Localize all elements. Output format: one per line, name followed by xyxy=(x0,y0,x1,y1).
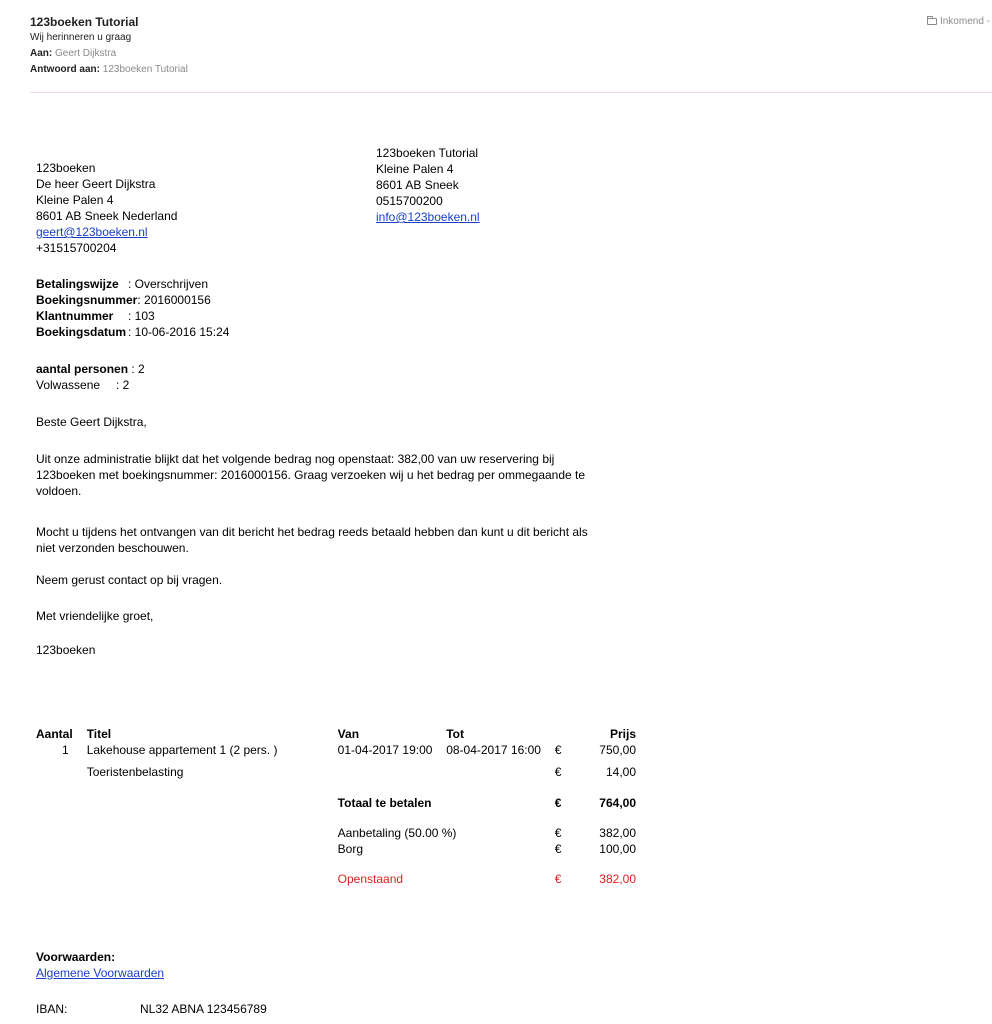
invoice-table xyxy=(36,726,636,887)
col-tot: Tot xyxy=(446,727,464,741)
col-van: Van xyxy=(337,727,360,741)
letter-p1-line1: Uit onze administratie blijkt dat het volgende bedrag nog openstaat: 382,00 van uw reservering bij xyxy=(36,452,555,466)
deposit-label: Aanbetaling (50.00 %) xyxy=(337,826,457,840)
header-divider xyxy=(30,92,992,93)
total-label: Totaal te betalen xyxy=(337,796,432,810)
borg-cur: € xyxy=(554,842,562,856)
letter-p1-line2: 123boeken met boekingsnummer: 2016000156. Graag verzoeken wij u het bedrag per ommegaande te xyxy=(36,468,586,482)
mail-reply-to xyxy=(30,62,992,78)
iban-label: IBAN: xyxy=(36,1002,68,1016)
payment-value: : Overschrijven xyxy=(128,277,209,291)
deposit-cur: € xyxy=(554,826,562,840)
iban-row xyxy=(36,1001,267,1017)
letter-greeting: Beste Geert Dijkstra, xyxy=(36,415,147,429)
folder-label: Inkomend - xyxy=(939,16,990,27)
letter-p1-line3: voldoen. xyxy=(36,484,82,498)
customer-phone: +31515700204 xyxy=(36,241,117,255)
client-number-label: Klantnummer xyxy=(36,309,114,323)
letter-paragraph-3: Neem gerust contact op bij vragen. xyxy=(36,573,223,587)
mail-subtitle: Wij herinneren u graag xyxy=(30,32,132,43)
mailbox-folder[interactable] xyxy=(927,16,990,27)
row2-price: 14,00 xyxy=(605,765,636,779)
borg-row xyxy=(36,841,636,857)
mail-reply-value[interactable]: 123boeken Tutorial xyxy=(102,64,188,75)
payment-label: Betalingswijze xyxy=(36,277,119,291)
total-cur: € xyxy=(554,796,562,810)
folder-icon xyxy=(927,18,937,25)
row1-cur: € xyxy=(554,743,562,757)
sender-name: 123boeken Tutorial xyxy=(376,146,479,160)
iban-value: NL32 ABNA 123456789 xyxy=(140,1002,267,1016)
row2-cur: € xyxy=(554,765,562,779)
row1-van: 01-04-2017 19:00 xyxy=(337,743,433,757)
mail-header xyxy=(30,14,992,78)
borg-label: Borg xyxy=(337,842,364,856)
booking-date-label: Boekingsdatum xyxy=(36,325,127,339)
sender-city: 8601 AB Sneek xyxy=(376,178,459,192)
client-number-value: : 103 xyxy=(128,309,155,323)
booking-number-label: Boekingsnummer xyxy=(36,293,138,307)
customer-name: De heer Geert Dijkstra xyxy=(36,177,156,191)
outstanding-cur: € xyxy=(554,872,562,886)
customer-email-link[interactable]: geert@123boeken.nl xyxy=(36,225,148,239)
row1-tot: 08-04-2017 16:00 xyxy=(446,743,541,757)
mail-to xyxy=(30,46,992,62)
booking-date-value: : 10-06-2016 15:24 xyxy=(128,325,230,339)
booking-number-value: : 2016000156 xyxy=(137,293,211,307)
total-price: 764,00 xyxy=(599,796,636,810)
customer-street: Kleine Palen 4 xyxy=(36,193,114,207)
sender-email-link[interactable]: info@123boeken.nl xyxy=(376,210,480,224)
customer-company: 123boeken xyxy=(36,161,96,175)
letter-p2-line1: Mocht u tijdens het ontvangen van dit bericht het bedrag reeds betaald hebben dan kunt u dit bericht als xyxy=(36,525,588,539)
col-aantal: Aantal xyxy=(36,727,73,741)
sender-address xyxy=(376,145,480,225)
letter-closing: Met vriendelijke groet, xyxy=(36,609,154,623)
row1-title: Lakehouse appartement 1 (2 pers. ) xyxy=(86,743,278,757)
persons-total-label: aantal personen xyxy=(36,362,129,376)
col-titel: Titel xyxy=(86,727,112,741)
sender-phone: 0515700200 xyxy=(376,194,443,208)
persons-total-value: : 2 xyxy=(131,362,145,376)
mail-subject: 123boeken Tutorial xyxy=(30,15,139,29)
letter-paragraph-1 xyxy=(36,451,585,499)
booking-info xyxy=(36,276,229,340)
borg-price: 100,00 xyxy=(599,842,636,856)
col-prijs: Prijs xyxy=(609,727,636,741)
outstanding-price: 382,00 xyxy=(599,872,636,886)
deposit-price: 382,00 xyxy=(599,826,636,840)
invoice-header-row xyxy=(36,726,636,742)
row1-qty: 1 xyxy=(62,743,69,757)
outstanding-label: Openstaand xyxy=(337,872,404,886)
adult-label: Volwassene xyxy=(36,378,101,392)
terms-heading: Voorwaarden: xyxy=(36,950,116,964)
customer-address xyxy=(36,160,177,256)
letter-paragraph-2 xyxy=(36,524,588,556)
adult-value: : 2 xyxy=(116,378,130,392)
letter-signature: 123boeken xyxy=(36,643,96,657)
mail-to-label: Aan: xyxy=(30,48,53,59)
mail-reply-label: Antwoord aan: xyxy=(30,64,100,75)
deposit-row xyxy=(36,825,636,841)
outstanding-row xyxy=(36,871,636,887)
mail-to-value[interactable]: Geert Dijkstra xyxy=(55,48,117,59)
terms-link[interactable]: Algemene Voorwaarden xyxy=(36,966,165,980)
table-row xyxy=(36,764,636,780)
customer-city: 8601 AB Sneek Nederland xyxy=(36,209,178,223)
letter-p2-line2: niet verzonden beschouwen. xyxy=(36,541,189,555)
sender-street: Kleine Palen 4 xyxy=(376,162,454,176)
table-row xyxy=(36,742,636,758)
persons-info xyxy=(36,361,145,393)
row1-price: 750,00 xyxy=(599,743,636,757)
total-row xyxy=(36,795,636,811)
row2-title: Toeristenbelasting xyxy=(86,765,184,779)
